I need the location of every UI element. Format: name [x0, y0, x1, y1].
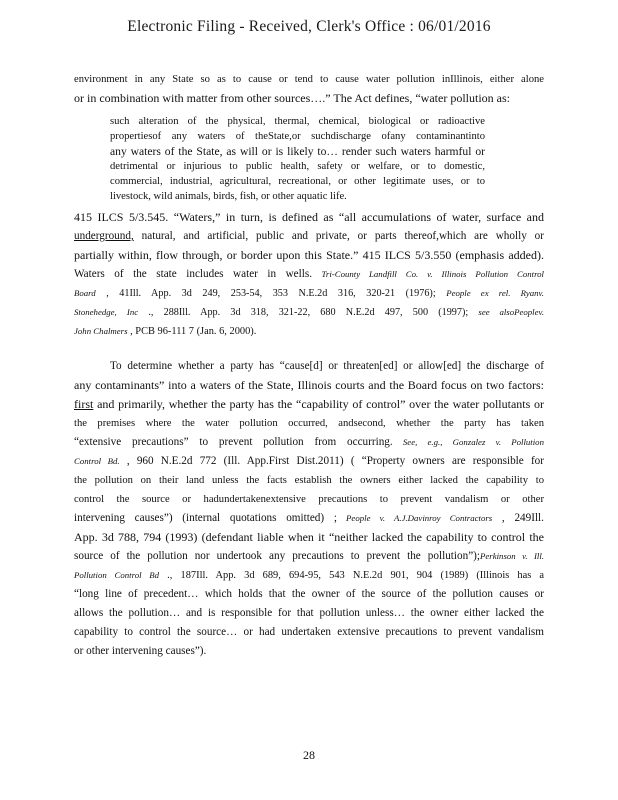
case-citation: Perkinson v. Ill. — [480, 551, 544, 561]
text-line: environment in any State so as to cause or tend to cause water pollution inIllinois, either alone — [74, 74, 544, 85]
text-line: source of the pollution nor undertook any precautions to prevent the pollution”);Perkinson v. Ill. — [74, 550, 544, 562]
case-citation: People v. A.J.Davinroy Contractors — [336, 513, 493, 523]
text-line: the premises where the water pollution occurred, andsecond, whether the party has taken — [74, 418, 544, 429]
text-line: 415 ILCS 5/3.545. “Waters,” in turn, is defined as “all accumulations of water, surface and — [74, 210, 544, 224]
filing-header: Electronic Filing - Received, Clerk's Office : 06/01/2016 — [127, 18, 491, 35]
block-quote — [110, 114, 485, 204]
case-citation: Board — [74, 288, 96, 298]
text-line: “extensive precautions” to prevent pollution from occurring. See, e.g., Gonzalez v. Pollution — [74, 436, 544, 448]
text-line: propertiesof any waters of theState,or suchdischarge ofany contaminantinto — [110, 131, 485, 142]
text-line: allows the pollution… and is responsible for that pollution unless… the owner either lacked the — [74, 607, 544, 619]
text-line: any waters of the State, as will or is likely to… render such waters harmful or — [110, 145, 485, 158]
text-line: Stonehedge, Inc ., 288Ill. App. 3d 318, 321-22, 680 N.E.2d 497, 500 (1997); see alsoPeoplev. — [74, 307, 544, 318]
text-line: To determine whether a party has “cause[d] or threaten[ed] or allow[ed] the discharge of — [110, 360, 544, 372]
text-line: Control Bd. , 960 N.E.2d 772 (Ill. App.First Dist.2011) ( “Property owners are responsible for — [74, 455, 544, 467]
text-line: detrimental or injurious to public health, safety or welfare, or to domestic, — [110, 161, 485, 172]
case-citation: People ex rel. Ryanv. — [446, 288, 544, 298]
underlined-term: underground, — [74, 230, 134, 242]
text-line: or in combination with matter from other sources….” The Act defines, “water pollution as: — [74, 91, 510, 105]
text-line: livestock, wild animals, birds, fish, or other aquatic life. — [110, 191, 347, 202]
text-line: App. 3d 788, 794 (1993) (defendant liable when it “neither lacked the capability to control the — [74, 530, 544, 544]
text-line: first and primarily, whether the party has the “capability of control” over the water pollutants or — [74, 397, 544, 411]
case-citation: Tri-County Landfill Co. v. Illinois Pollution Control — [321, 269, 544, 279]
case-citation: John Chalmers — [74, 326, 128, 336]
text-line: John Chalmers , PCB 96-111 7 (Jan. 6, 2000). — [74, 326, 257, 337]
text-line: or other intervening causes”). — [74, 645, 207, 657]
paragraph-definitions — [74, 208, 544, 341]
paragraph-analysis — [74, 357, 544, 661]
case-citation: Stonehedge, — [74, 307, 117, 317]
case-citation: See, e.g., Gonzalez v. Pollution — [392, 437, 544, 447]
text-line: intervening causes”) (internal quotations omitted) ; People v. A.J.Davinroy Contractors , 249Ill. — [74, 512, 544, 524]
page-number: 28 — [303, 748, 315, 762]
text-line: control the source or hadundertakenextensive precautions to prevent vandalism or other — [74, 494, 544, 505]
case-citation: Pollution Control Bd — [74, 570, 160, 580]
text-line: partially within, flow through, or border upon this State.” 415 ILCS 5/3.550 (emphasis added). — [74, 248, 544, 262]
case-citation: Control Bd. — [74, 456, 120, 466]
text-line: the pollution on their land unless the facts establish the owners either lacked the capability to — [74, 475, 544, 486]
text-line: capability to control the source… or had undertaken extensive precautions to prevent vandalism — [74, 626, 544, 638]
paragraph-intro — [74, 70, 544, 108]
text-line: such alteration of the physical, thermal, chemical, biological or radioactive — [110, 116, 485, 127]
text-line: “long line of precedent… which holds that the owner of the source of the pollution causes or — [74, 588, 544, 600]
text-line: Waters of the state includes water in wells. Tri-County Landfill Co. v. Illinois Pollution Control — [74, 268, 544, 280]
text-line: Board , 41Ill. App. 3d 249, 253-54, 353 N.E.2d 316, 320-21 (1976); People ex rel. Ryanv. — [74, 288, 544, 299]
text-line: any contaminants” into a waters of the State, Illinois courts and the Board focus on two factors: — [74, 378, 544, 392]
text-line: commercial, industrial, agricultural, recreational, or other legitimate uses, or to — [110, 176, 485, 187]
text-line: underground, natural, and artificial, public and private, or parts thereof,which are wholly or — [74, 230, 544, 242]
underlined-term: first — [74, 397, 94, 411]
text-line: Pollution Control Bd ., 187Ill. App. 3d 689, 694-95, 543 N.E.2d 901, 904 (1989) (Illinois has a — [74, 570, 544, 581]
